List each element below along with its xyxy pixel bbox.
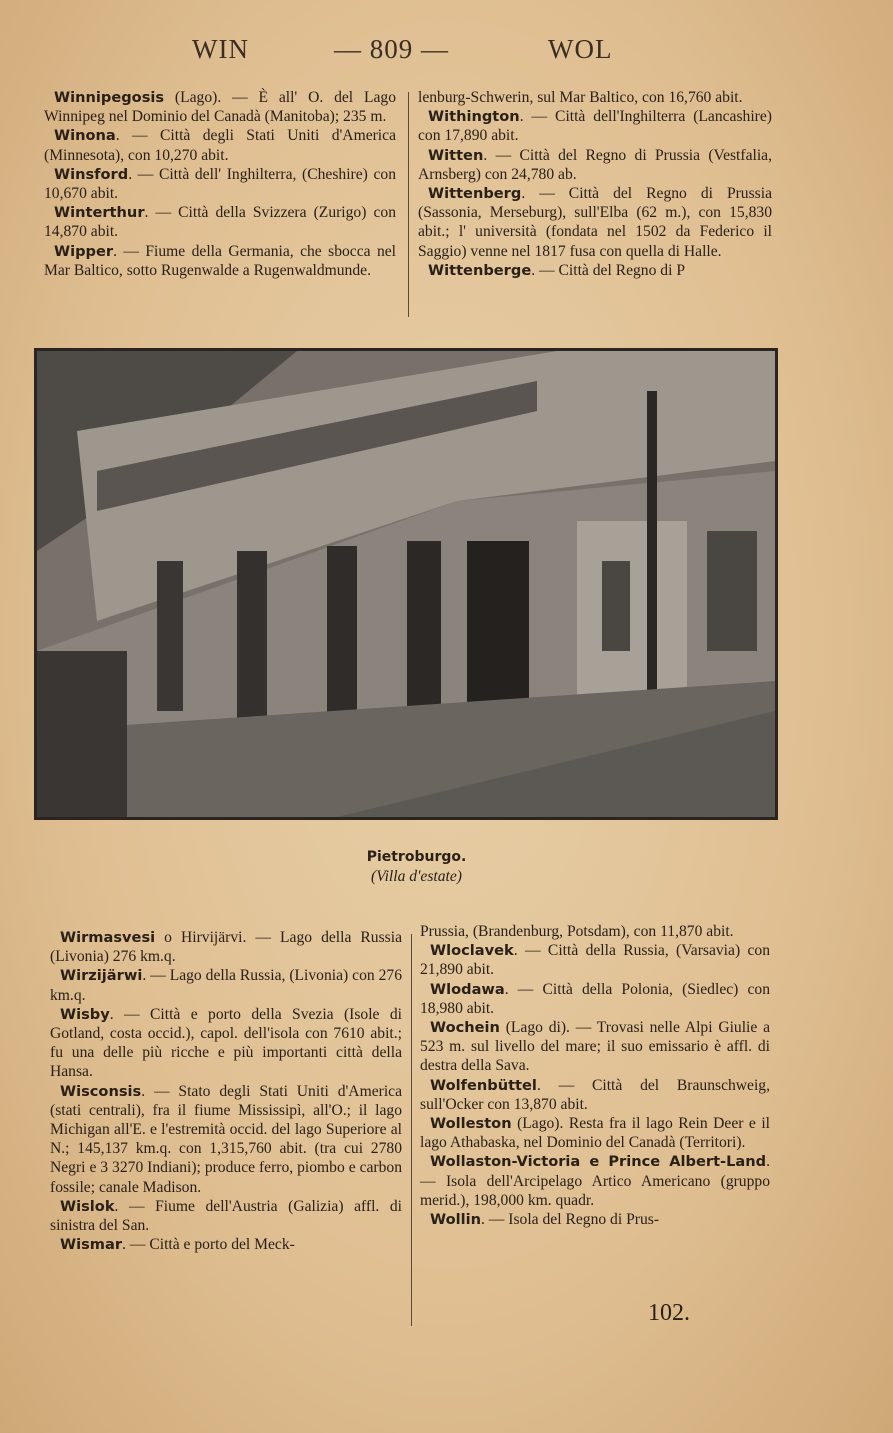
- entry: [44, 126, 396, 164]
- entry-term: Wisconsis: [60, 1082, 142, 1100]
- entry-term: Wollin: [430, 1211, 481, 1229]
- entry: [420, 922, 770, 941]
- entry-text: . — Città del Braunschweig, sull'Ocker con 13,870 abit.: [420, 1076, 770, 1113]
- entry-text: (Lago). — È all' O. del Lago Winnipeg nel Dominio del Canadà (Manitoba); 235 m.: [44, 89, 396, 126]
- top-right-column: [418, 88, 772, 280]
- entry: [50, 1235, 402, 1254]
- entry-term: Winnipegosis: [54, 89, 165, 106]
- entry: [420, 1152, 770, 1210]
- entry-term: Wloclavek: [430, 942, 514, 960]
- photo-caption-title: Pietroburgo.: [366, 849, 467, 865]
- entry: [44, 242, 396, 280]
- entry-term: Wislok: [60, 1197, 115, 1215]
- entry-term: Wirmasvesi: [60, 929, 156, 946]
- entry-text: lenburg-Schwerin, sul Mar Baltico, con 16,760 abit.: [418, 89, 743, 106]
- villa-photograph: [34, 348, 778, 820]
- entry-text: . — Fiume della Germania, che sbocca nel Mar Baltico, sotto Rugenwalde a Rugenwaldmunde.: [44, 242, 396, 279]
- entry-term: Wittenberge: [428, 261, 532, 279]
- entry-term: Wollaston-Victoria e Prince Albert-Land: [430, 1153, 767, 1171]
- entry-text: . — Città della Russia, (Varsavia) con 21,890 abit.: [420, 942, 770, 979]
- column-divider: [411, 934, 412, 1326]
- entry: [44, 165, 396, 203]
- entry-text: . — Città della Polonia, (Siedlec) con 18,980 abit.: [420, 980, 770, 1017]
- entry-text: . — Isola dell'Arcipelago Artico Americano (gruppo merid.), 198,000 km. quadr.: [420, 1153, 770, 1209]
- entry-text: . — Città del Regno di P: [531, 261, 686, 279]
- entry: [420, 1076, 770, 1114]
- entry-text: . — Città dell'Inghilterra (Lancashire) con 17,890 abit.: [418, 108, 772, 145]
- header-first-word: WIN: [192, 34, 249, 64]
- entry: [420, 1114, 770, 1152]
- entry-text: (Lago di). — Trovasi nelle Alpi Giulie a 523 m. sul livello del mare; il suo emissario è affl. di destra della Sava.: [420, 1019, 770, 1075]
- villa-photo-illustration: [37, 351, 775, 817]
- entry: [44, 88, 396, 126]
- page-header: [0, 34, 893, 74]
- entry-term: Wittenberg: [428, 185, 522, 203]
- entry: [50, 1005, 402, 1082]
- entry-text: (Lago). Resta fra il lago Rein Deer e il lago Athabaska, nel Dominio del Canadà (Territori).: [420, 1115, 770, 1152]
- entry-term: Witten: [428, 146, 484, 164]
- footer-page-number: 102.: [648, 1300, 690, 1326]
- entry-text: . — Isola del Regno di Prus-: [481, 1211, 660, 1229]
- entry-text: Prussia, (Brandenburg, Potsdam), con 11,870 abit.: [420, 923, 734, 940]
- header-page-number: — 809 —: [334, 34, 449, 64]
- entry-text: . — Stato degli Stati Uniti d'America (stati centrali), fra il fiume Mississipì, all'O.; il lago Michigan all'E. e l'estremità occid. del lago Superiore al N.; 145,137 km.q. con 1,315,760 abit. (tra cui 2780 Negri e 3 3270 Indiani); produce ferro, piombo e carbon fossile; canale Madison.: [50, 1082, 402, 1196]
- entry: [50, 1197, 402, 1235]
- entry-text: . — Lago della Russia, (Livonia) con 276 km.q.: [50, 967, 402, 1004]
- column-divider: [408, 92, 409, 317]
- entry: [418, 107, 772, 145]
- photo-caption-subtitle: (Villa d'estate): [371, 868, 462, 885]
- header-last-word: WOL: [548, 34, 613, 64]
- entry-text: . — Città dell' Inghilterra, (Cheshire) con 10,670 abit.: [44, 165, 396, 203]
- entry: [420, 980, 770, 1018]
- entry: [418, 146, 772, 184]
- entry-term: Winterthur: [54, 204, 145, 222]
- entry-term: Wolfenbüttel: [430, 1076, 537, 1094]
- entry-term: Wisby: [60, 1005, 110, 1023]
- entry-text: . — Fiume dell'Austria (Galizia) affl. di sinistra del San.: [50, 1197, 402, 1235]
- entry-term: Winsford: [54, 165, 129, 183]
- entry-term: Wlodawa: [430, 980, 505, 998]
- entry-term: Wismar: [60, 1236, 123, 1254]
- entry-term: Withington: [428, 108, 520, 126]
- entry-text: . — Città e porto del Meck-: [122, 1236, 295, 1254]
- entry-term: Wolleston: [430, 1115, 512, 1133]
- entry-term: Wochein: [430, 1019, 500, 1037]
- entry-text: . — Città degli Stati Uniti d'America (Minnesota), con 10,270 abit.: [44, 127, 396, 164]
- entry: [418, 261, 772, 280]
- entry-text: . — Città del Regno di Prussia (Sassonia, Merseburg), sull'Elba (62 m.), con 15,830 abit.; l' università (fondata nel 1502 da Federico il Saggio) venne nel 1817 fusa con quella di Halle.: [418, 185, 772, 260]
- entry-term: Wipper: [54, 242, 114, 260]
- entry: [50, 1082, 402, 1197]
- entry-term: Winona: [54, 127, 116, 145]
- entry: [50, 966, 402, 1004]
- entry: [44, 203, 396, 241]
- entry: [420, 1018, 770, 1076]
- entry-text: . — Città della Svizzera (Zurigo) con 14,870 abit.: [44, 204, 396, 241]
- top-left-column: [44, 88, 396, 280]
- entry: [420, 1210, 770, 1229]
- entry: [418, 88, 772, 107]
- bottom-left-column: [50, 928, 402, 1254]
- bottom-right-column: [420, 922, 770, 1229]
- entry-term: Wirzijärwi: [60, 967, 143, 985]
- entry-text: . — Città del Regno di Prussia (Vestfalia, Arnsberg) con 24,780 ab.: [418, 146, 772, 183]
- entry: [50, 928, 402, 966]
- entry-text: . — Città e porto della Svezia (Isole di Gotland, costa occid.), capol. dell'isola con 7610 abit.; fu una delle più ricche e più importanti città della Hansa.: [50, 1005, 402, 1081]
- entry-text: o Hirvijärvi. — Lago della Russia (Livonia) 276 km.q.: [50, 929, 402, 966]
- entry: [418, 184, 772, 261]
- entry: [420, 941, 770, 979]
